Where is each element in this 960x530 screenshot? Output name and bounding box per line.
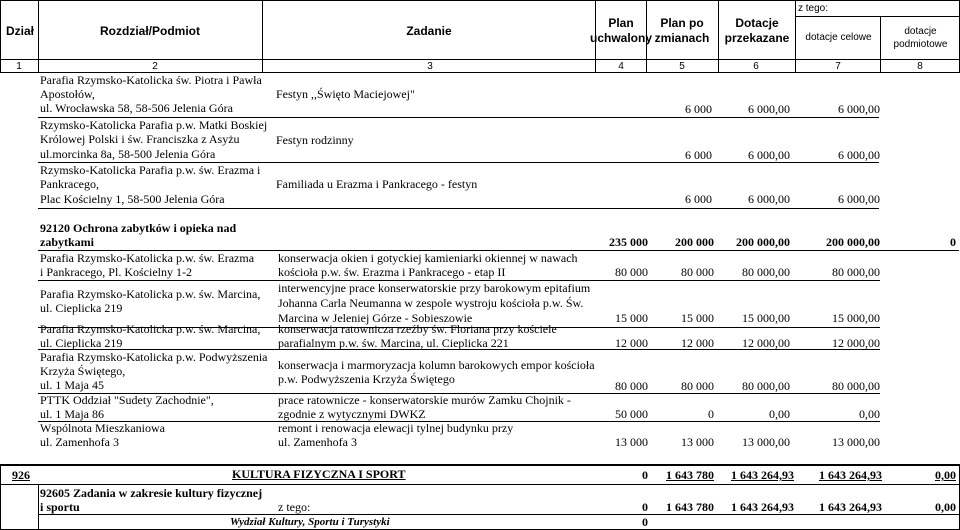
col-line <box>0 464 1 530</box>
entity-line: ul. 1 Maja 45 <box>40 378 104 392</box>
plan-po-value: 6 000,00 <box>748 102 790 116</box>
celowe-value: 1 643 264,93 <box>819 468 882 482</box>
podmiotowe-value: 0,00 <box>935 468 956 482</box>
podmiotowe-value: 0 <box>950 235 956 249</box>
entity-line: Wspólnota Mieszkaniowa <box>40 421 165 435</box>
task-text: ul. Zamenhofa 3 <box>278 435 357 449</box>
task-text: konserwacja ratownicza rzeźby św. Floriana przy kościele <box>278 322 557 336</box>
col-line <box>38 484 39 529</box>
column-number: 6 <box>753 61 759 72</box>
section-92120-title-cont: zabytkami <box>40 235 94 249</box>
plan-value: 12 000 <box>615 336 648 350</box>
header-plan-line1: Plan <box>608 16 634 30</box>
celowe-value: 200 000,00 <box>826 235 880 249</box>
dotacje-value: 80 000,00 <box>742 265 790 279</box>
dotacje-value: 6 000,00 <box>838 102 880 116</box>
entity-line: Królowej Polski i św. Franciszka z Asyżu <box>40 132 240 146</box>
plan-value: 6 000 <box>685 148 712 162</box>
entity-line: Rzymsko-Katolicka Parafia p.w. Matki Boskiej <box>40 118 268 132</box>
celowe-value: 15 000,00 <box>832 311 880 325</box>
plan-value: 0 <box>642 468 648 482</box>
section-divider <box>0 464 960 466</box>
celowe-value: 0,00 <box>859 407 880 421</box>
column-number: 8 <box>917 61 923 72</box>
table-top-border <box>0 0 960 1</box>
header-podmiotowe-line2: podmiotowe <box>893 39 948 50</box>
entity-line: Krzyża Świętego, <box>40 364 126 378</box>
dotacje-value: 1 643 264,93 <box>731 468 794 482</box>
column-number: 4 <box>618 61 624 72</box>
plan-value: 80 000 <box>615 379 648 393</box>
plan-value: 0 <box>642 500 648 514</box>
department-label: Wydział Kultury, Sportu i Turystyki <box>230 516 390 528</box>
plan-value: 6 000 <box>685 102 712 116</box>
task-text: konserwacja i marmoryzacja kolumn barokowych empor kościoła <box>278 358 595 372</box>
task-text: Johanna Carla Neumanna w zespole wystroju kościoła p.w. Św. <box>278 296 584 310</box>
celowe-value: 1 643 264,93 <box>819 500 882 514</box>
entity-line: PTTK Oddział "Sudety Zachodnie", <box>40 393 214 407</box>
task-text: parafialnym p.w. św. Marcina, ul. Cieplicka 221 <box>278 336 509 350</box>
ztego-divider <box>795 16 960 17</box>
entity-line: Parafia Rzymsko-Katolicka p.w. św. Erazma <box>40 251 255 265</box>
header-planpo-line2: zmianach <box>654 31 710 45</box>
column-number: 7 <box>835 61 841 72</box>
section-92605-title-cont: i sportu <box>40 500 80 514</box>
row-926-bottom <box>0 484 960 485</box>
task-text: Marcina w Jeleniej Górze - Sobieszowie <box>278 311 473 325</box>
dotacje-value: 1 643 264,93 <box>731 500 794 514</box>
task-text: prace ratownicze - konserwatorskie murów Zamku Chojnik - <box>278 393 571 407</box>
task-text: konserwacja okien i gotyckiej kamieniarki okiennej w nawach <box>278 251 578 265</box>
dotacje-value: 80 000,00 <box>742 379 790 393</box>
celowe-value: 80 000,00 <box>832 265 880 279</box>
podmiotowe-value: 0,00 <box>935 500 956 514</box>
dotacje-value: 0,00 <box>769 407 790 421</box>
entity-line: ul. Zamenhofa 3 <box>40 435 119 449</box>
header-podmiotowe-line1: dotacje <box>904 26 937 37</box>
column-number: 2 <box>152 61 158 72</box>
dotacje-value: 6 000,00 <box>838 148 880 162</box>
plan-value: 15 000 <box>615 311 648 325</box>
col-line <box>795 0 796 73</box>
plan-po-value: 1 643 780 <box>666 500 714 514</box>
task-text: kościoła p.w. św. Erazma i Pankracego - etap II <box>278 265 506 279</box>
plan-value: 50 000 <box>615 407 648 421</box>
plan-value: 0 <box>642 515 648 529</box>
header-ztego: z tego: <box>798 3 829 14</box>
entity-line: Pankracego, <box>40 177 99 191</box>
col-line <box>880 16 881 73</box>
celowe-value: 12 000,00 <box>832 336 880 350</box>
task-text: Festyn ,,Święto Maciejowej" <box>276 87 415 101</box>
plan-po-value: 0 <box>708 407 714 421</box>
plan-value: 235 000 <box>609 235 648 249</box>
row-divider <box>38 514 959 515</box>
dotacje-value: 200 000,00 <box>736 235 790 249</box>
entity-line: Parafia Rzymsko-Katolicka p.w. św. Marcina, <box>40 322 261 336</box>
section-92605-title: 92605 Zadania w zakresie kultury fizycznej <box>40 486 263 500</box>
section-92120-title: 92120 Ochrona zabytków i opieka nad <box>40 221 237 235</box>
section-926-title: KULTURA FIZYCZNA I SPORT <box>232 467 406 481</box>
entity-line: ul. Wrocławska 58, 58-506 Jelenia Góra <box>40 101 233 115</box>
col-line <box>38 0 39 73</box>
entity-line: Apostołów, <box>40 87 95 101</box>
plan-value: 80 000 <box>615 265 648 279</box>
dotacje-value: 6 000,00 <box>838 192 880 206</box>
header-plan-line2: uchwalony <box>590 31 653 45</box>
entity-line: Parafia Rzymsko-Katolicka św. Piotra i Pawła <box>40 73 262 87</box>
entity-line: i Pankracego, Pl. Kościelny 1-2 <box>40 265 192 279</box>
entity-line: ul. Cieplicka 219 <box>40 301 123 315</box>
ztego-label: z tego: <box>278 500 311 514</box>
plan-po-value: 1 643 780 <box>666 468 714 482</box>
entity-line: ul. 1 Maja 86 <box>40 407 104 421</box>
celowe-value: 80 000,00 <box>832 379 880 393</box>
col-line <box>0 0 1 73</box>
celowe-value: 13 000,00 <box>832 435 880 449</box>
task-text: zgodnie z wytycznymi DWKZ <box>278 407 426 421</box>
entity-line: Plac Kościelny 1, 58-500 Jelenia Góra <box>40 192 225 206</box>
plan-value: 13 000 <box>615 435 648 449</box>
header-zadanie: Zadanie <box>406 24 452 38</box>
header-rozdzial: Rozdział/Podmiot <box>100 24 200 38</box>
plan-po-value: 6 000,00 <box>748 192 790 206</box>
plan-po-value: 15 000 <box>681 311 714 325</box>
entity-line: Parafia Rzymsko-Katolicka p.w. św. Marcina, <box>40 287 261 301</box>
plan-po-value: 80 000 <box>681 379 714 393</box>
header-dotacje-line2: przekazane <box>724 31 790 45</box>
col-line <box>262 0 263 73</box>
dotacje-value: 12 000,00 <box>742 336 790 350</box>
task-text: p.w. Podwyższenia Krzyża Świętego <box>278 372 455 386</box>
plan-po-value: 200 000 <box>675 235 714 249</box>
plan-po-value: 12 000 <box>681 336 714 350</box>
col-line <box>718 0 719 73</box>
entity-line: Parafia Rzymsko-Katolicka p.w. Podwyższenia <box>40 350 268 364</box>
header-planpo-line1: Plan po <box>660 16 704 30</box>
task-text: Familiada u Erazma i Pankracego - festyn <box>276 177 478 191</box>
plan-po-value: 13 000 <box>681 435 714 449</box>
column-number: 1 <box>16 61 22 72</box>
column-number: 3 <box>427 61 433 72</box>
plan-po-value: 80 000 <box>681 265 714 279</box>
dotacje-value: 13 000,00 <box>742 435 790 449</box>
plan-value: 6 000 <box>685 192 712 206</box>
header-dotacje-line1: Dotacje <box>735 16 779 30</box>
plan-po-value: 6 000,00 <box>748 148 790 162</box>
task-text: interwencyjne prace konserwatorskie przy barokowym epitafium <box>278 281 591 295</box>
column-number: 5 <box>679 61 685 72</box>
section-926-code: 926 <box>12 468 30 482</box>
entity-line: ul. Cieplicka 219 <box>40 336 123 350</box>
task-text: remont i renowacja elewacji tylnej budynku przy <box>278 421 514 435</box>
entity-line: ul.morcinka 8a, 58-500 Jelenia Góra <box>40 147 216 161</box>
header-dzial: Dział <box>5 24 34 38</box>
header-bottom-border <box>0 59 960 60</box>
entity-line: Rzymsko-Katolicka Parafia p.w. św. Erazma i <box>40 163 261 177</box>
task-text: Festyn rodzinny <box>276 133 354 147</box>
row-divider <box>38 208 879 209</box>
dotacje-value: 15 000,00 <box>742 311 790 325</box>
header-celowe: dotacje celowe <box>805 32 872 43</box>
